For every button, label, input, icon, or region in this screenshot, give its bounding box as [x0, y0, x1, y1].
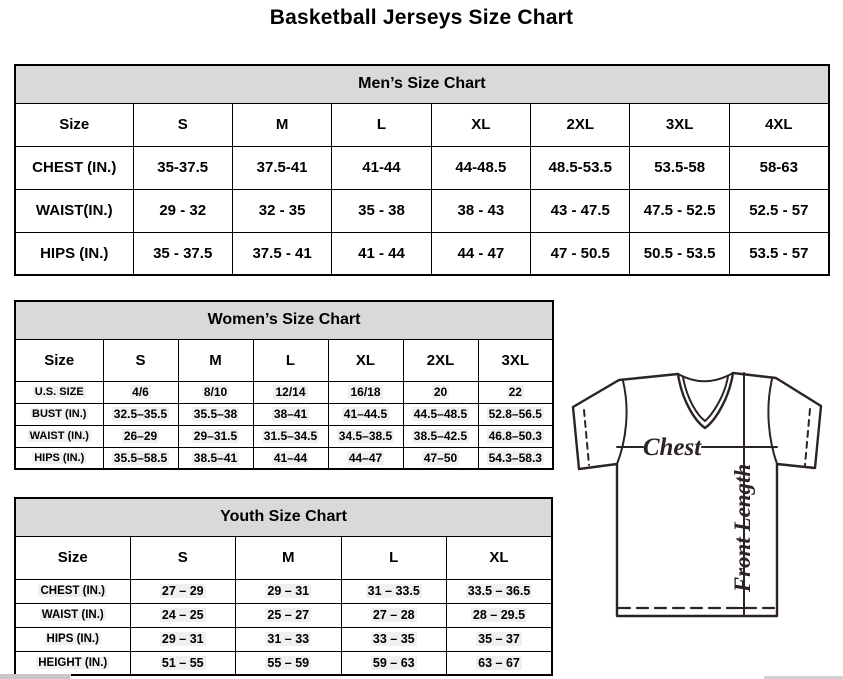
table-cell: 50.5 - 53.5 [630, 232, 729, 275]
row-label: WAIST(IN.) [15, 189, 133, 232]
table-cell: 37.5-41 [232, 146, 331, 189]
column-header: S [103, 339, 178, 381]
column-header: XL [431, 103, 530, 146]
column-header: S [130, 536, 236, 579]
column-header: 2XL [531, 103, 630, 146]
row-label: HIPS (IN.) [15, 232, 133, 275]
mens-table-title: Men’s Size Chart [15, 65, 829, 103]
table-cell: 53.5-58 [630, 146, 729, 189]
table-cell: 53.5 - 57 [729, 232, 828, 275]
table-row [15, 146, 829, 189]
table-row [15, 627, 552, 651]
table-cell: 47.5 - 52.5 [630, 189, 729, 232]
table-cell: 12/14 [253, 381, 328, 403]
table-cell: 43 - 47.5 [531, 189, 630, 232]
table-cell: 28 – 29.5 [447, 603, 553, 627]
youth-size-table [14, 497, 553, 676]
table-cell: 31 – 33.5 [341, 579, 447, 603]
column-header: M [232, 103, 331, 146]
table-cell: 35.5–58.5 [103, 447, 178, 469]
column-header: M [178, 339, 253, 381]
column-header: L [341, 536, 447, 579]
table-cell: 4/6 [103, 381, 178, 403]
row-label: U.S. SIZE [15, 381, 103, 403]
table-cell: 44–47 [328, 447, 403, 469]
table-row [15, 403, 553, 425]
column-header: 4XL [729, 103, 828, 146]
table-cell: 20 [403, 381, 478, 403]
table-cell: 8/10 [178, 381, 253, 403]
left-cuff-dashed-line [584, 410, 589, 465]
table-cell: 58-63 [729, 146, 828, 189]
row-label: HEIGHT (IN.) [15, 651, 130, 675]
table-row [15, 536, 552, 579]
table-cell: 35-37.5 [133, 146, 232, 189]
column-header: Size [15, 339, 103, 381]
table-cell: 38–41 [253, 403, 328, 425]
table-cell: 37.5 - 41 [232, 232, 331, 275]
front-length-label: Front Length [730, 463, 755, 593]
table-row [15, 425, 553, 447]
table-cell: 24 – 25 [130, 603, 236, 627]
table-cell: 47–50 [403, 447, 478, 469]
table-cell: 29 - 32 [133, 189, 232, 232]
table-cell: 32.5–35.5 [103, 403, 178, 425]
table-row [15, 189, 829, 232]
row-label: CHEST (IN.) [15, 146, 133, 189]
collar-back-arc [678, 373, 733, 381]
table-cell: 52.8–56.5 [478, 403, 553, 425]
table-cell: 27 – 28 [341, 603, 447, 627]
table-row [15, 498, 552, 536]
table-cell: 25 – 27 [236, 603, 342, 627]
table-cell: 41 - 44 [332, 232, 431, 275]
table-row [15, 339, 553, 381]
table-cell: 35 - 38 [332, 189, 431, 232]
table-cell: 26–29 [103, 425, 178, 447]
table-row [15, 447, 553, 469]
column-header: M [236, 536, 342, 579]
table-cell: 63 – 67 [447, 651, 553, 675]
column-header: 3XL [478, 339, 553, 381]
table-cell: 52.5 - 57 [729, 189, 828, 232]
column-header: XL [447, 536, 553, 579]
chest-label: Chest [642, 434, 702, 461]
table-cell: 41–44 [253, 447, 328, 469]
table-cell: 55 – 59 [236, 651, 342, 675]
right-armhole-seam [768, 379, 777, 464]
table-cell: 34.5–38.5 [328, 425, 403, 447]
table-cell: 51 – 55 [130, 651, 236, 675]
column-header: 3XL [630, 103, 729, 146]
column-header: Size [15, 536, 130, 579]
table-cell: 22 [478, 381, 553, 403]
mens-size-table [14, 64, 830, 276]
table-row [15, 603, 552, 627]
column-header: XL [328, 339, 403, 381]
column-header: Size [15, 103, 133, 146]
table-cell: 38.5–41 [178, 447, 253, 469]
table-cell: 29 – 31 [236, 579, 342, 603]
collar-inner-v [683, 376, 728, 421]
row-label: HIPS (IN.) [15, 447, 103, 469]
table-cell: 35 - 37.5 [133, 232, 232, 275]
table-row [15, 381, 553, 403]
row-label: WAIST (IN.) [15, 425, 103, 447]
table-cell: 54.3–58.3 [478, 447, 553, 469]
row-label: WAIST (IN.) [15, 603, 130, 627]
column-header: L [332, 103, 431, 146]
table-cell: 38 - 43 [431, 189, 530, 232]
table-cell: 44 - 47 [431, 232, 530, 275]
bottom-left-scrollbar-fragment [0, 674, 71, 679]
table-row [15, 65, 829, 103]
table-cell: 16/18 [328, 381, 403, 403]
jersey-outline [573, 373, 821, 616]
table-cell: 33 – 35 [341, 627, 447, 651]
table-cell: 44.5–48.5 [403, 403, 478, 425]
page-title: Basketball Jerseys Size Chart [269, 6, 574, 29]
right-cuff-dashed-line [805, 409, 810, 465]
table-row [15, 579, 552, 603]
table-row [15, 232, 829, 275]
column-header: L [253, 339, 328, 381]
table-cell: 32 - 35 [232, 189, 331, 232]
womens-size-table [14, 300, 554, 470]
table-cell: 29–31.5 [178, 425, 253, 447]
table-cell: 38.5–42.5 [403, 425, 478, 447]
womens-table-title: Women’s Size Chart [15, 301, 553, 339]
table-cell: 44-48.5 [431, 146, 530, 189]
column-header: S [133, 103, 232, 146]
left-armhole-seam [617, 381, 627, 464]
table-cell: 41–44.5 [328, 403, 403, 425]
table-cell: 31 – 33 [236, 627, 342, 651]
table-cell: 47 - 50.5 [531, 232, 630, 275]
table-cell: 33.5 – 36.5 [447, 579, 553, 603]
table-cell: 35.5–38 [178, 403, 253, 425]
table-cell: 46.8–50.3 [478, 425, 553, 447]
table-row [15, 103, 829, 146]
row-label: CHEST (IN.) [15, 579, 130, 603]
youth-table-title: Youth Size Chart [15, 498, 552, 536]
table-row [15, 301, 553, 339]
jersey-measurement-diagram [566, 365, 838, 627]
table-cell: 41-44 [332, 146, 431, 189]
row-label: HIPS (IN.) [15, 627, 130, 651]
table-cell: 31.5–34.5 [253, 425, 328, 447]
table-row [15, 651, 552, 675]
row-label: BUST (IN.) [15, 403, 103, 425]
table-cell: 29 – 31 [130, 627, 236, 651]
table-cell: 48.5-53.5 [531, 146, 630, 189]
table-cell: 59 – 63 [341, 651, 447, 675]
table-cell: 35 – 37 [447, 627, 553, 651]
column-header: 2XL [403, 339, 478, 381]
table-cell: 27 – 29 [130, 579, 236, 603]
